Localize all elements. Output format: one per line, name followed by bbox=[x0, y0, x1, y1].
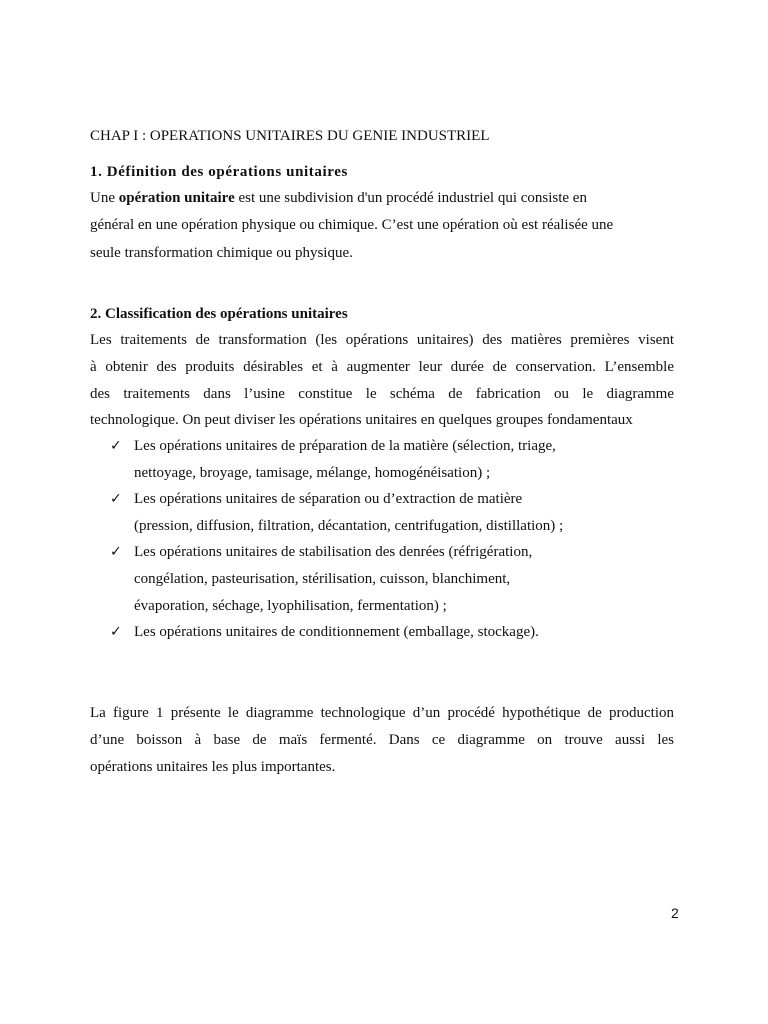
bullet-3-line-2: congélation, pasteurisation, stérilisation, cuisson, blanchiment, bbox=[134, 571, 511, 587]
checkmark-icon: ✓ bbox=[110, 438, 122, 454]
section1-line-3: seule transformation chimique ou physique. bbox=[90, 245, 353, 261]
figure-para-line-2: d’une boisson à base de maïs fermenté. Dans ce diagramme on trouve aussi les bbox=[90, 732, 674, 748]
figure-para-line-3: opérations unitaires les plus importantes. bbox=[90, 759, 336, 775]
bullet-3-line-3: évaporation, séchage, lyophilisation, fermentation) ; bbox=[134, 598, 447, 614]
section2-para-line-3: des traitements dans l’usine constitue le schéma de fabrication ou le diagramme bbox=[90, 386, 674, 402]
checkmark-icon: ✓ bbox=[110, 491, 122, 507]
bullet-4-line-1: Les opérations unitaires de conditionnement (emballage, stockage). bbox=[134, 624, 539, 640]
section1-line-1-post: est une subdivision d'un procédé industriel qui consiste en bbox=[234, 190, 587, 206]
bullet-1-line-2: nettoyage, broyage, tamisage, mélange, homogénéisation) ; bbox=[134, 465, 491, 481]
checkmark-icon: ✓ bbox=[110, 544, 122, 560]
section1-line-1-pre: Une bbox=[90, 190, 119, 206]
section2-heading: 2. Classification des opérations unitaires bbox=[90, 306, 348, 322]
section1-heading: 1. Définition des opérations unitaires bbox=[90, 164, 348, 180]
section2-para-line-1: Les traitements de transformation (les opérations unitaires) des matières premières visent bbox=[90, 332, 674, 348]
checkmark-icon: ✓ bbox=[110, 624, 122, 640]
bullet-2-line-2: (pression, diffusion, filtration, décantation, centrifugation, distillation) ; bbox=[134, 518, 564, 534]
section2-para-line-4: technologique. On peut diviser les opérations unitaires en quelques groupes fondamentaux bbox=[90, 412, 633, 428]
section1-line-2: général en une opération physique ou chimique. C’est une opération où est réalisée une bbox=[90, 217, 614, 233]
bullet-2-line-1: Les opérations unitaires de séparation ou d’extraction de matière bbox=[134, 491, 523, 507]
bullet-3-line-1: Les opérations unitaires de stabilisation des denrées (réfrigération, bbox=[134, 544, 533, 560]
section1-line-1 bbox=[90, 189, 587, 207]
chapter-title: CHAP I : OPERATIONS UNITAIRES DU GENIE INDUSTRIEL bbox=[90, 128, 490, 144]
section1-term-bold: opération unitaire bbox=[118, 190, 235, 206]
figure-para-line-1: La figure 1 présente le diagramme technologique d’un procédé hypothétique de production bbox=[90, 705, 674, 721]
bullet-1-line-1: Les opérations unitaires de préparation de la matière (sélection, triage, bbox=[134, 438, 556, 454]
page-number: 2 bbox=[671, 905, 679, 921]
section2-para-line-2: à obtenir des produits désirables et à augmenter leur durée de conservation. L’ensemble bbox=[90, 359, 674, 375]
